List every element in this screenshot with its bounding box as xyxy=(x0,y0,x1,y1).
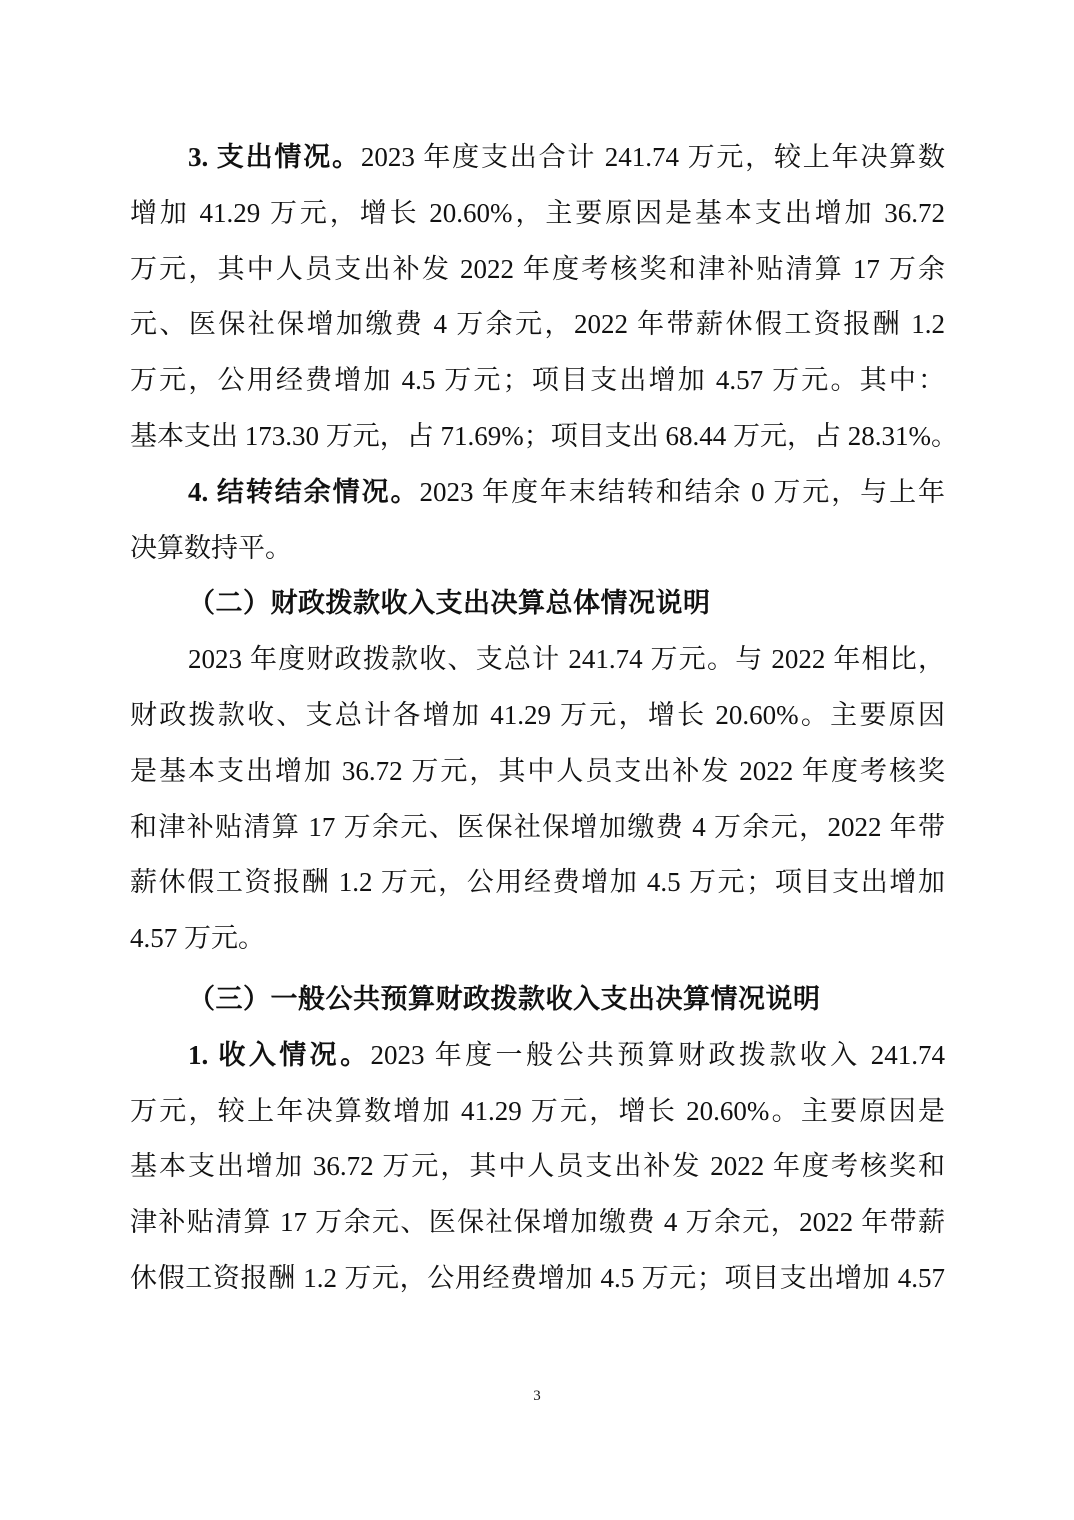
section-heading-2: （二）财政拨款收入支出决算总体情况说明 xyxy=(188,588,711,619)
paragraph-carryover-line xyxy=(130,465,945,521)
paragraph-expenditure-line: 基本支出 173.30 万元，占 71.69%；项目支出 68.44 万元，占 28.31%。 xyxy=(130,420,958,451)
paragraph-carryover-line: 决算数持平。 xyxy=(130,532,292,563)
section-heading-3: （三）一般公共预算财政拨款收入支出决算情况说明 xyxy=(188,983,821,1014)
paragraph-fiscal-line: 财政拨款收、支总计各增加 41.29 万元，增长 20.60%。主要原因 xyxy=(130,699,945,730)
text: 2023 年度支出合计 241.74 万元，较上年决算数 xyxy=(360,142,946,172)
document-page xyxy=(130,130,958,1307)
paragraph-expenditure-line xyxy=(130,130,945,186)
paragraph-income-line: 休假工资报酬 1.2 万元，公用经费增加 4.5 万元；项目支出增加 4.57 xyxy=(130,1262,945,1293)
paragraph-fiscal-line: 薪休假工资报酬 1.2 万元，公用经费增加 4.5 万元；项目支出增加 xyxy=(130,867,945,898)
paragraph-lead: 3. 支出情况。 xyxy=(188,142,361,172)
paragraph-income-line: 津补贴清算 17 万余元、医保社保增加缴费 4 万余元，2022 年带薪 xyxy=(130,1207,945,1238)
paragraph-income-line xyxy=(130,1028,945,1084)
paragraph-fiscal-line: 2023 年度财政拨款收、支总计 241.74 万元。与 2022 年相比， xyxy=(188,644,945,675)
paragraph-expenditure-line: 元、医保社保增加缴费 4 万余元，2022 年带薪休假工资报酬 1.2 xyxy=(130,309,945,340)
paragraph-income-line: 万元，较上年决算数增加 41.29 万元，增长 20.60%。主要原因是 xyxy=(130,1095,945,1126)
paragraph-expenditure-line: 增加 41.29 万元，增长 20.60%，主要原因是基本支出增加 36.72 xyxy=(130,197,945,228)
paragraph-fiscal-line: 4.57 万元。 xyxy=(130,923,265,954)
paragraph-fiscal-line: 和津补贴清算 17 万余元、医保社保增加缴费 4 万余元，2022 年带 xyxy=(130,811,945,842)
text: 2023 年度一般公共预算财政拨款收入 241.74 xyxy=(370,1039,946,1070)
paragraph-lead: 1. 收入情况。 xyxy=(188,1039,371,1070)
paragraph-expenditure-line: 万元，其中人员支出补发 2022 年度考核奖和津补贴清算 17 万余 xyxy=(130,253,945,284)
text: 2023 年度年末结转和结余 0 万元，与上年 xyxy=(419,476,946,507)
paragraph-expenditure-line: 万元，公用经费增加 4.5 万元；项目支出增加 4.57 万元。其中： xyxy=(130,365,945,396)
paragraph-income-line: 基本支出增加 36.72 万元，其中人员支出补发 2022 年度考核奖和 xyxy=(130,1151,945,1182)
paragraph-fiscal-line: 是基本支出增加 36.72 万元，其中人员支出补发 2022 年度考核奖 xyxy=(130,755,945,786)
page-number: 3 xyxy=(533,1388,541,1404)
paragraph-lead: 4. 结转结余情况。 xyxy=(188,476,420,507)
